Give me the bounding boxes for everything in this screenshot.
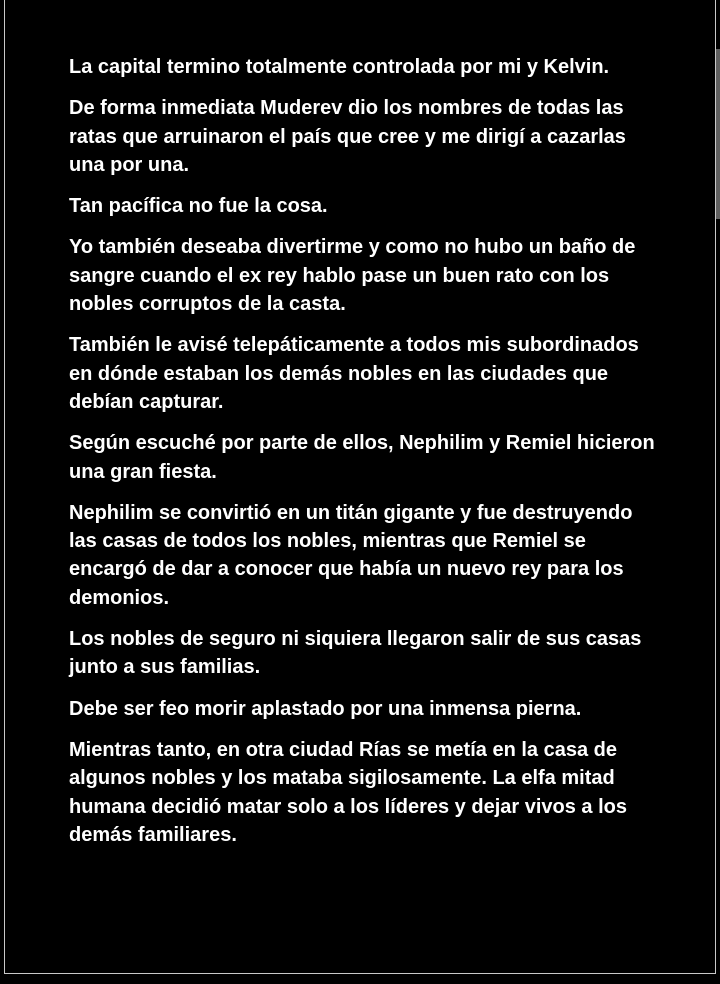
paragraph: Según escuché por parte de ellos, Nephilim y Remiel hicieron una gran fiesta. bbox=[69, 432, 655, 483]
scrollbar-track[interactable] bbox=[716, 0, 720, 984]
paragraph: Nephilim se convirtió en un titán gigante y fue destruyendo las casas de todos los nobles, mientras que Remiel se encargó de dar a conocer que había un nuevo rey para los demonios. bbox=[69, 501, 633, 609]
paragraph: También le avisé telepáticamente a todos mis subordinados en dónde estaban los demás nobles en las ciudades que debían capturar. bbox=[69, 334, 639, 413]
reader-page bbox=[4, 0, 716, 974]
chapter-text bbox=[5, 0, 715, 849]
scrollbar-thumb[interactable] bbox=[716, 49, 720, 219]
paragraph: Mientras tanto, en otra ciudad Rías se metía en la casa de algunos nobles y los mataba sigilosamente. La elfa mitad humana decidió matar solo a los líderes y dejar vivos a los demás familiares. bbox=[69, 738, 627, 846]
paragraph: Tan pacífica no fue la cosa. bbox=[69, 195, 328, 218]
paragraph: Los nobles de seguro ni siquiera llegaron salir de sus casas junto a sus familias. bbox=[69, 628, 642, 679]
paragraph: De forma inmediata Muderev dio los nombres de todas las ratas que arruinaron el país que cree y me dirigí a cazarlas una por una. bbox=[69, 97, 626, 176]
paragraph: Debe ser feo morir aplastado por una inmensa pierna. bbox=[69, 697, 582, 720]
paragraph: La capital termino totalmente controlada por mi y Kelvin. bbox=[69, 56, 610, 78]
paragraph: Yo también deseaba divertirme y como no hubo un baño de sangre cuando el ex rey hablo pase un buen rato con los nobles corruptos de la casta. bbox=[69, 236, 636, 316]
